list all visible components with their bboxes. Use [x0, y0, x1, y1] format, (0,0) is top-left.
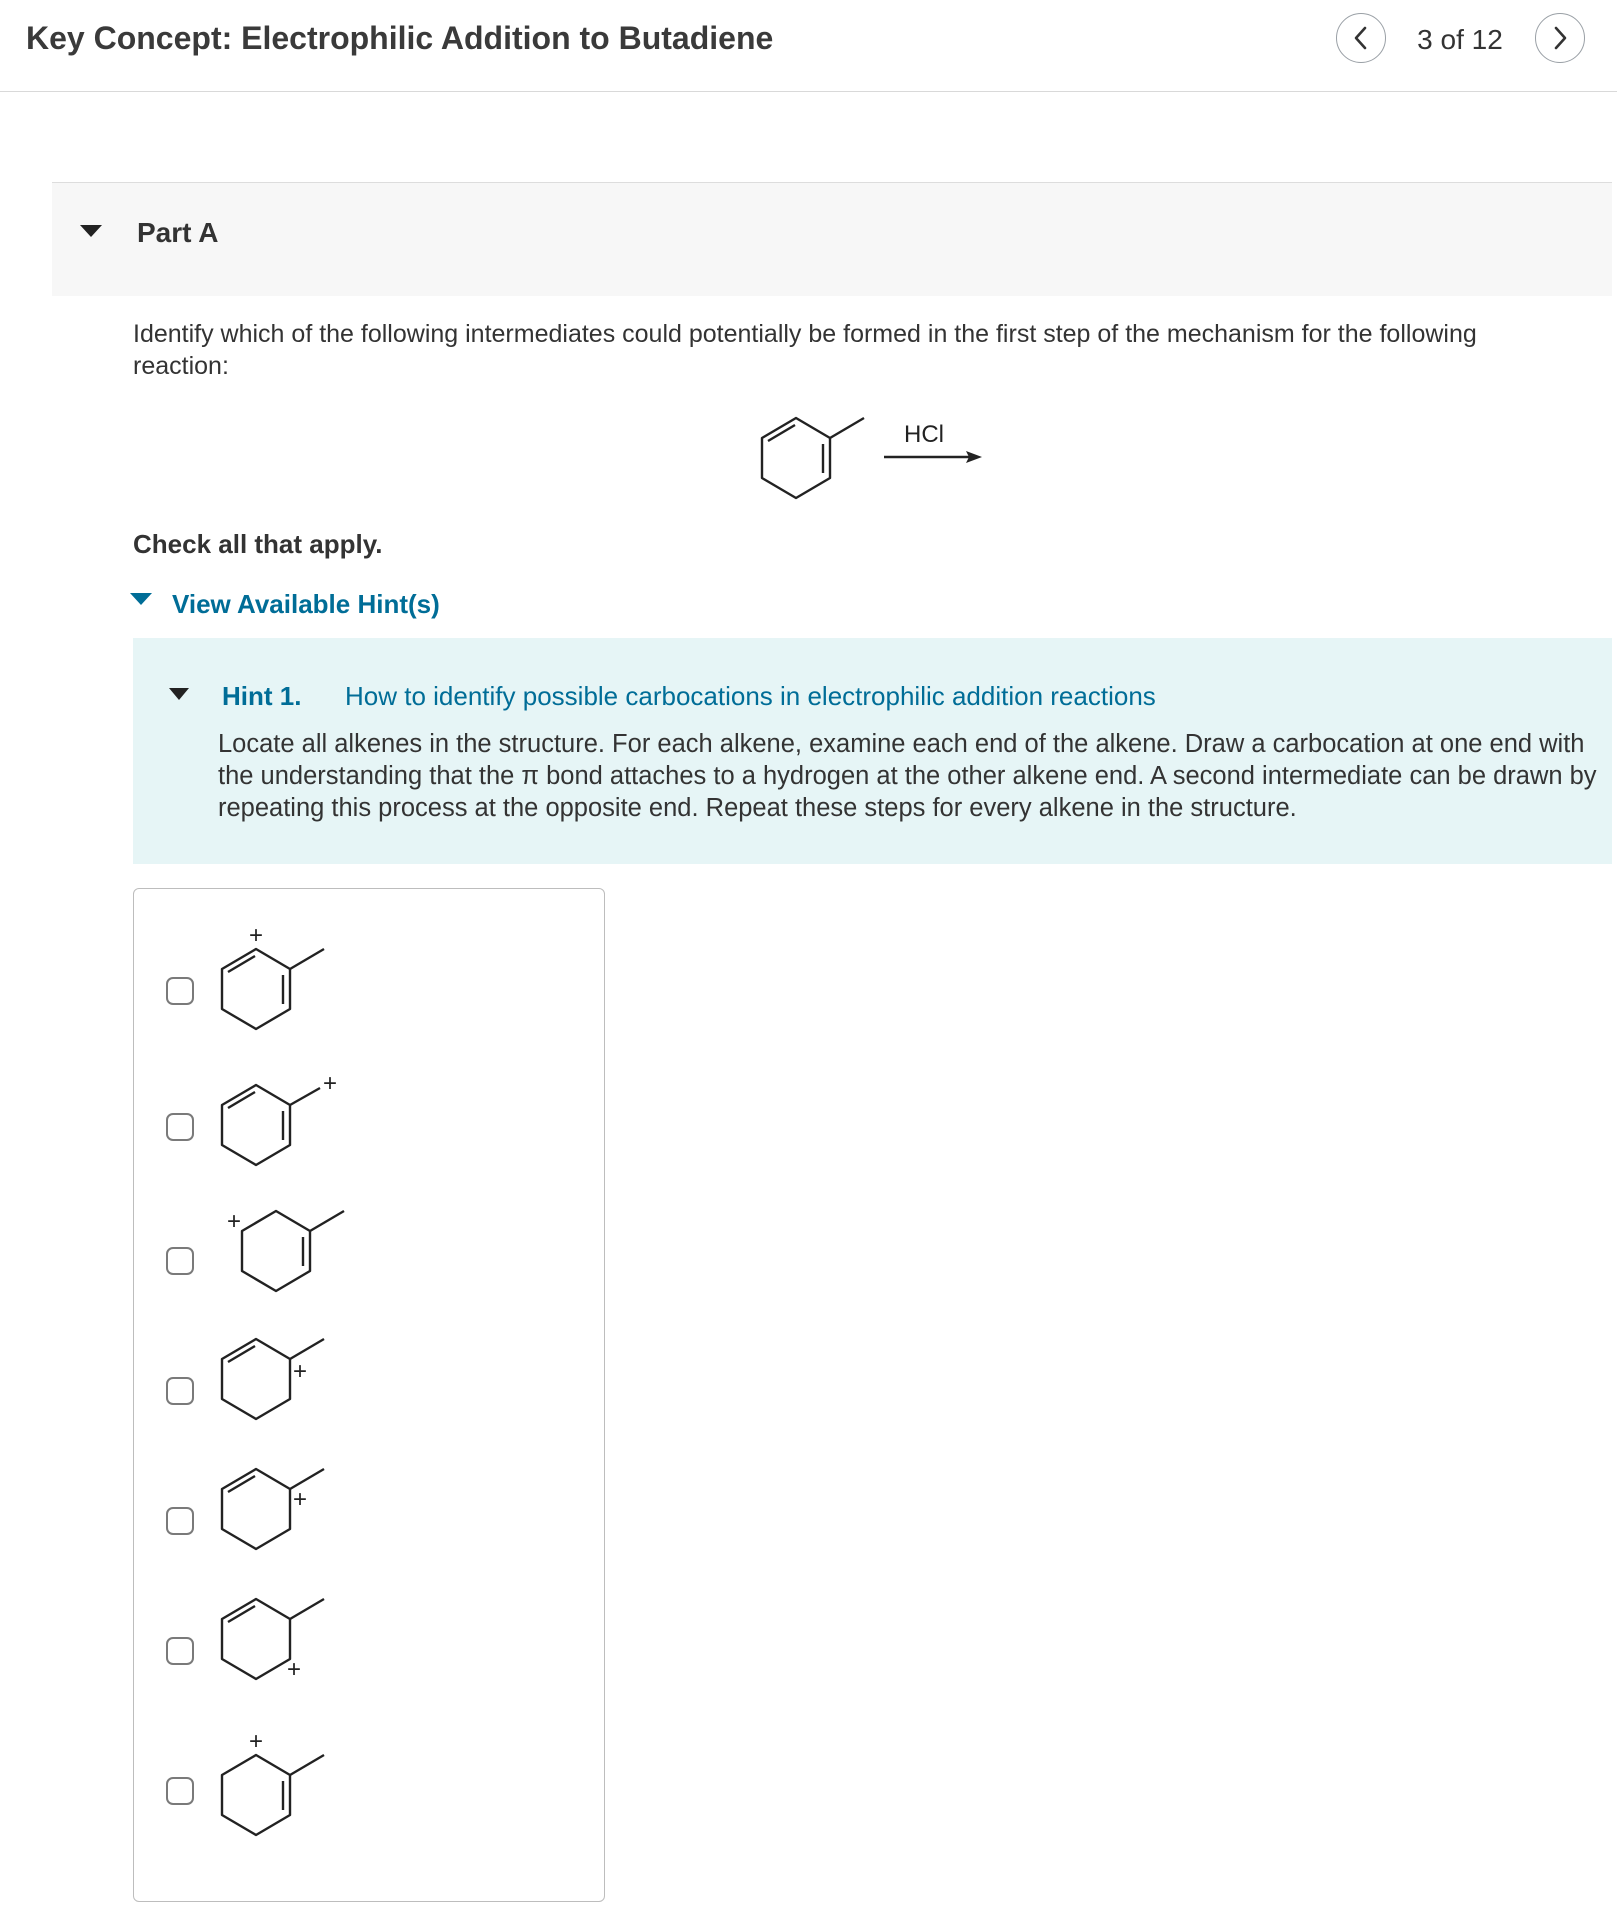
charge-label: + — [322, 1070, 338, 1097]
option-4 — [134, 1317, 594, 1437]
option-1-checkbox[interactable] — [166, 977, 194, 1005]
carbocation-option-3-icon — [214, 1189, 364, 1309]
hints-caret-icon — [130, 593, 152, 605]
carbocation-option-7-icon — [214, 1728, 354, 1869]
charge-label: + — [292, 1486, 308, 1513]
charge-label: + — [226, 1208, 242, 1235]
option-2 — [134, 1061, 594, 1181]
option-5-checkbox[interactable] — [166, 1507, 194, 1535]
part-title: Part A — [137, 217, 219, 248]
top-bar — [0, 0, 1617, 92]
chevron-left-icon — [1337, 14, 1385, 62]
part-a-header[interactable] — [52, 182, 1612, 296]
hint-panel — [133, 638, 1612, 864]
option-1 — [134, 922, 594, 1047]
previous-item-button[interactable] — [1336, 13, 1386, 63]
option-7 — [134, 1728, 594, 1869]
page-title: Key Concept: Electrophilic Addition to Butadiene — [26, 20, 774, 56]
next-item-button[interactable] — [1535, 13, 1585, 63]
hint-1-header[interactable] — [169, 678, 1156, 714]
item-counter: 3 of 12 — [1417, 24, 1503, 55]
carbocation-option-1-icon — [214, 922, 354, 1047]
hint-number: Hint 1. — [222, 681, 302, 711]
carbocation-option-6-icon — [214, 1577, 354, 1697]
carbocation-option-4-icon — [214, 1317, 354, 1437]
chevron-right-icon — [1536, 14, 1584, 62]
charge-label: + — [292, 1358, 308, 1385]
reaction-arrow-icon — [884, 449, 984, 465]
reagent-label: HCl — [904, 421, 944, 448]
option-6 — [134, 1577, 594, 1697]
view-hints-label: View Available Hint(s) — [172, 589, 440, 619]
carbocation-option-2-icon — [214, 1061, 354, 1181]
option-6-checkbox[interactable] — [166, 1637, 194, 1665]
option-4-checkbox[interactable] — [166, 1377, 194, 1405]
option-5 — [134, 1447, 594, 1567]
option-3 — [134, 1189, 594, 1309]
hint-title: How to identify possible carbocations in electrophilic addition reactions — [345, 681, 1156, 711]
reactant-structure-icon — [752, 404, 872, 504]
option-7-checkbox[interactable] — [166, 1777, 194, 1805]
charge-label: + — [248, 1728, 264, 1755]
carbocation-option-5-icon — [214, 1447, 354, 1567]
view-hints-toggle[interactable] — [130, 588, 490, 622]
collapse-caret-icon — [80, 225, 102, 237]
charge-label: + — [248, 922, 264, 949]
question-text: Identify which of the following intermediates could potentially be formed in the first step of the mechanism for the following reaction: — [133, 320, 1477, 380]
answer-options — [133, 888, 605, 1902]
charge-label: + — [286, 1656, 302, 1683]
instruction-text: Check all that apply. — [133, 529, 383, 559]
hint-text: Locate all alkenes in the structure. For each alkene, examine each end of the alkene. Draw a carbocation at one end with the understanding that the π bond attaches to a hydrogen at the other alkene end. A second intermediate can be drawn by repeating this process at the opposite end. Repeat these steps for every alkene in the structure. — [218, 730, 1597, 822]
hint-caret-icon — [169, 688, 189, 700]
option-2-checkbox[interactable] — [166, 1113, 194, 1141]
option-3-checkbox[interactable] — [166, 1247, 194, 1275]
